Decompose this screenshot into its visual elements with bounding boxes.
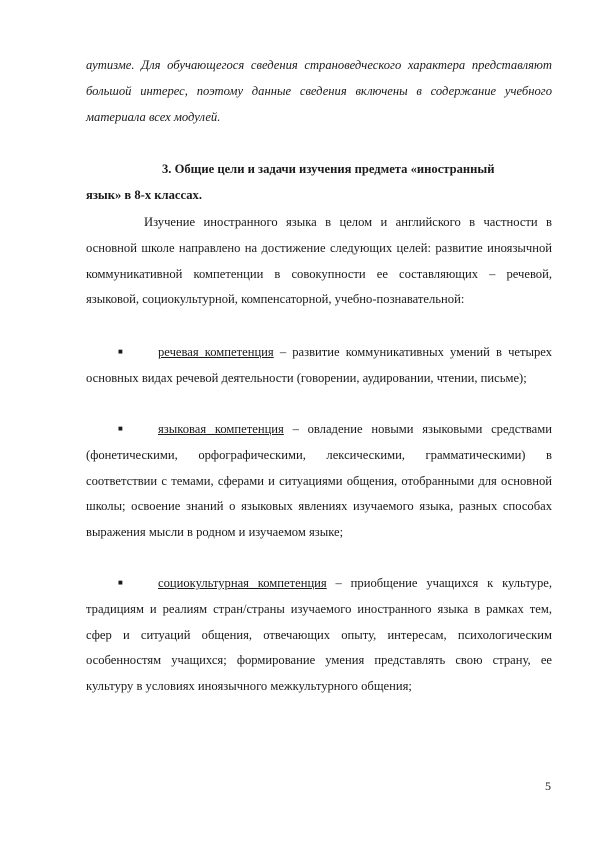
bullet-text: – развитие коммуникативных умений в четырех основных видах речевой деятельности (говорении, аудировании, чтении, письме); [86, 345, 552, 385]
bullet-term: языковая компетенция [158, 422, 284, 436]
bullet-text: – приобщение учащихся к культуре, традициям и реалиям стран/страны изучаемого иностранного языка в рамках тем, сфер и ситуаций общения, отвечающих опыту, интересам, психологическим особенностям учащихся; формирование умения представлять свою страну, ее культуру в условиях иноязычного межкультурного общения; [86, 576, 552, 694]
section-heading-line-1: 3. Общие цели и задачи изучения предмета «иностранный [162, 162, 495, 176]
page-number: 5 [545, 779, 551, 793]
square-bullet-icon: ■ [118, 578, 123, 587]
section-heading-line-2: язык» в 8-х классах. [86, 187, 202, 202]
bullet-term: речевая компетенция [158, 345, 274, 359]
square-bullet-icon: ■ [118, 424, 123, 433]
bullet-speech-competence [86, 339, 552, 392]
bullet-language-competence [86, 416, 552, 546]
intro-paragraph: аутизме. Для обучающегося сведения страноведческого характера представляют большой интерес, поэтому данные сведения включены в содержание учебного материала всех модулей. [86, 58, 552, 124]
bullet-term: социокультурная компетенция [158, 576, 327, 590]
square-bullet-icon: ■ [118, 347, 123, 356]
goals-paragraph: Изучение иностранного языка в целом и английского в частности в основной школе направлено на достижение следующих целей: развитие иноязычной коммуникативной компетенции в совокупности ее составляющих – речевой, языковой, социокультурной, компенсаторной, учебно-познавательной: [86, 215, 552, 307]
bullet-text: – овладение новыми языковыми средствами (фонетическими, орфографическими, лексическими, грамматическими) в соответствии c темами, сферами и ситуациями общения, отобранными для основной школы; освоение знаний о языковых явлениях изучаемого языка, разных способах выражения мысли в родном и изучаемом языке; [86, 422, 552, 540]
section-heading [86, 157, 552, 209]
bullet-sociocultural-competence [86, 570, 552, 700]
